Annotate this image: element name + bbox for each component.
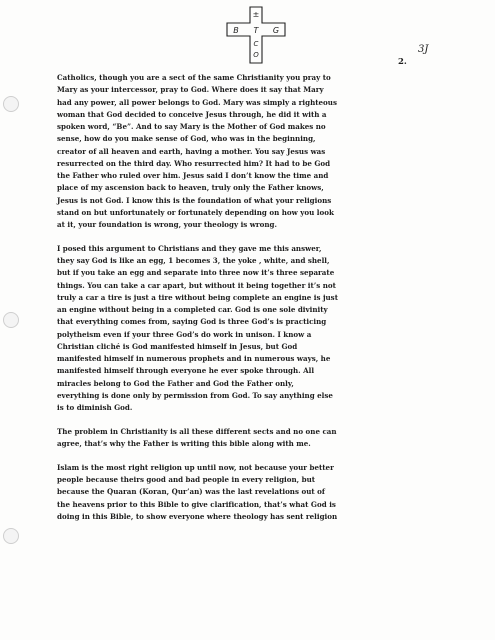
text-line: things. You can take a car apart, but without it being together it’s not (57, 280, 336, 290)
punch-hole (3, 96, 19, 112)
text-line: Mary as your intercessor, pray to God. Where does it say that Mary (57, 85, 324, 95)
paragraph-1 (57, 72, 429, 231)
cross-letter-bottom-1: C (253, 40, 259, 48)
text-line: Catholics, though you are a sect of the same Christianity you pray to (57, 73, 331, 82)
text-line: that everything comes from, saying God is three God’s is practicing (57, 317, 327, 327)
text-line: is to diminish God. (57, 403, 133, 412)
text-line: everything is done only by permission from God. To say anything else (57, 390, 333, 400)
text-line: because the Quaran (Koran, Qur’an) was the last revelations out of (57, 487, 325, 497)
text-line: manifested himself through everyone he ever spoke through. All (57, 366, 315, 376)
cross-emblem (226, 6, 286, 64)
text-line: had any power, all power belongs to God. Mary was simply a righteous (57, 97, 337, 107)
text-line: the heavens prior to this Bible to give clarification, that’s what God is (57, 499, 336, 509)
text-line: they say God is like an egg, 1 becomes 3, the yoke , white, and shell, (57, 256, 330, 265)
text-line: but if you take an egg and separate into three now it’s three separate (57, 268, 335, 278)
text-line: the Father who ruled over him. Jesus said I don’t know the time and (57, 171, 329, 180)
paragraph-3 (57, 426, 429, 451)
cross-letter-top: ± (252, 10, 260, 19)
text-line: at it, your foundation is wrong, your theology is wrong. (57, 220, 278, 229)
cross-letter-center: T (253, 26, 259, 35)
text-line: polytheism even if your three God’s do work in unison. I know a (57, 329, 312, 339)
text-line: an engine without being in a completed car. God is one sole divinity (57, 305, 328, 314)
text-line: Islam is the most right religion up until now, not because your better (57, 462, 334, 472)
text-line: truly a car a tire is just a tire without being complete an engine is just (57, 292, 338, 302)
text-line: sense, how do you make sense of God, who was in the beginning, (57, 134, 316, 144)
text-line: place of my ascension back to heaven, truly only the Father knows, (57, 183, 324, 193)
punch-hole (3, 528, 19, 544)
punch-hole (3, 312, 19, 328)
paragraph-4 (57, 462, 429, 523)
cross-letter-left: B (233, 26, 239, 35)
cross-letter-bottom-2: O (253, 51, 259, 59)
text-line: resurrected on the third day. Who resurrected him? It had to be God (57, 158, 331, 168)
text-line: I posed this argument to Christians and they gave me this answer, (57, 243, 322, 253)
text-line: stand on but unfortunately or fortunately depending on how you look (57, 207, 334, 217)
text-line: people because theirs good and bad people in every religion, but (57, 475, 316, 484)
page-number: 2. (398, 57, 407, 67)
text-line: manifested himself in numerous prophets and in numerous ways, he (57, 354, 331, 363)
body-text (57, 72, 429, 535)
text-line: creator of all heaven and earth, having a mother. You say Jesus was (57, 146, 326, 156)
text-line: Christian cliché is God manifested himself in Jesus, but God (57, 341, 298, 351)
handwritten-page-number: 3J (418, 44, 429, 55)
text-line: The problem in Christianity is all these different sects and no one can (57, 426, 337, 436)
text-line: Jesus is not God. I know this is the foundation of what your religions (57, 195, 332, 205)
text-line: spoken word, “Be”. And to say Mary is the Mother of God makes no (57, 122, 326, 131)
cross-letter-right: G (272, 26, 280, 35)
paragraph-2 (57, 243, 429, 415)
text-line: agree, that’s why the Father is writing this bible along with me. (57, 439, 311, 448)
text-line: miracles belong to God the Father and God the Father only, (57, 378, 294, 388)
text-line: doing in this Bible, to show everyone where theology has sent religion (57, 511, 338, 521)
text-line: woman that God decided to conceive Jesus through, he did it with a (57, 109, 327, 119)
